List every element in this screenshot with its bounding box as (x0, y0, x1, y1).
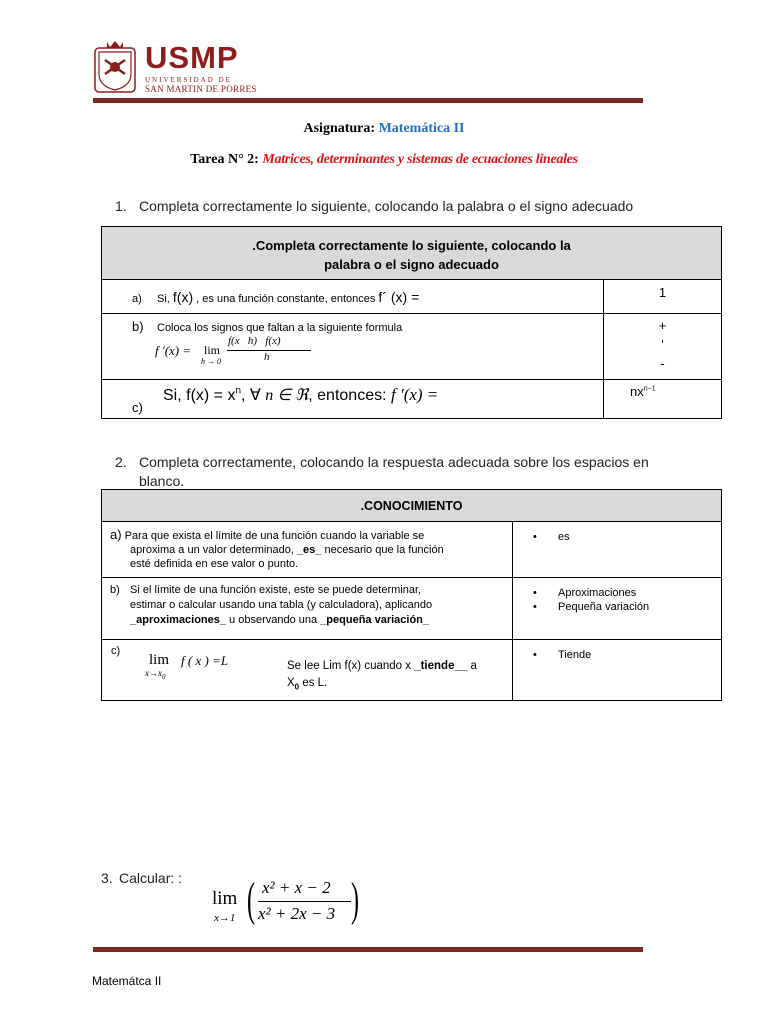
footer-text: Matemátca II (92, 974, 162, 988)
table-2 (101, 489, 722, 701)
row-line-2-end: necesario que la función (321, 544, 444, 556)
subject-line (0, 121, 768, 137)
question-text-line-1: Completa correctamente, colocando la respuesta adecuada sobre los espacios en (139, 454, 649, 470)
lim-subscript-text: x→x (145, 668, 162, 678)
question-text: Calcular: : (119, 870, 183, 886)
fraction-numerator: x² + x − 2 (262, 878, 331, 897)
table-row-b (102, 314, 604, 380)
row-label: b) (110, 584, 120, 596)
formula-lhs: f ′(x) = (155, 343, 192, 358)
university-seal-icon (93, 38, 137, 94)
row-blank-1: _aproximaciones_ (130, 614, 226, 626)
answer-item: • Pequeña variación (533, 600, 721, 614)
answer-item: • Tiende (533, 648, 721, 662)
statement-forall: , ∀ (241, 387, 266, 404)
row-label: c) (111, 645, 121, 657)
table-header (102, 227, 722, 280)
reading-x-sub: 0 (294, 682, 300, 692)
row-line-2: estimar o calcular usando una tabla (y calculadora), aplicando (130, 599, 433, 611)
answer-cell (513, 578, 722, 640)
lim-text: lim (212, 888, 238, 909)
answer-cell (604, 280, 722, 314)
answer-cell (604, 314, 722, 380)
limit-reading (287, 658, 477, 695)
subject-value: Matemática II (378, 121, 465, 136)
row-label: c) (132, 400, 143, 415)
reading-line-2: es L. (299, 677, 328, 689)
table-1 (101, 226, 722, 419)
answer-value: 1 (658, 285, 667, 300)
lim-subscript-index: 0 (162, 672, 166, 681)
question-number: 3. (101, 870, 113, 886)
table-row-c (102, 380, 604, 419)
power-rule-statement (163, 385, 438, 405)
answer-item: • Aproximaciones (533, 586, 721, 600)
logo-subtitle-1: UNIVERSIDAD DE (145, 76, 232, 84)
row-line-2: aproxima a un valor determinado, (130, 544, 297, 556)
fraction-bar (258, 901, 351, 902)
lim-text: lim (149, 652, 170, 668)
answer-cell (604, 380, 722, 419)
answer-cell (513, 522, 722, 578)
table-row-b (102, 578, 513, 640)
question-text: Completa correctamente lo siguiente, colocando la palabra o el signo adecuado (139, 198, 634, 214)
question-number: 2. (115, 454, 127, 470)
lim-subscript (145, 668, 166, 681)
table-header-line-1: .Completa correctamente lo siguiente, colocando la (252, 238, 571, 253)
logo-title: USMP (145, 40, 239, 75)
row-label: a) (110, 527, 122, 542)
table-header-line-2: palabra o el signo adecuado (324, 257, 499, 272)
lim-subscript: x→1 (214, 912, 236, 924)
lim-subscript: h → 0 (201, 357, 221, 366)
answer-minus: - (660, 356, 665, 371)
fraction-denominator: x² + 2x − 3 (258, 904, 336, 923)
left-paren: ( (247, 873, 255, 926)
row-line-3: esté definida en ese valor o punto. (130, 558, 299, 570)
answer-exponent: n−1 (643, 385, 656, 393)
logo-subtitle-2: SAN MARTIN DE PORRES (145, 84, 257, 94)
question-number: 1. (115, 198, 127, 214)
statement-end: , entonces: (308, 387, 387, 404)
row-text-end: = (407, 289, 420, 305)
right-paren: ) (351, 873, 359, 926)
answer-item: • es (533, 530, 721, 544)
table-row-c (102, 640, 513, 701)
task-label: Tarea N° 2: (190, 152, 263, 167)
table-header: .CONOCIMIENTO (102, 490, 722, 522)
header-rule (93, 98, 643, 103)
question-2 (115, 453, 649, 491)
lim-text: lim (204, 343, 221, 357)
footer-rule (93, 947, 643, 952)
question-text-line-2: blanco. (139, 473, 185, 489)
question-1 (115, 198, 633, 214)
reading-x: X (287, 677, 295, 689)
row-blank-2: _pequeña variación_ (320, 614, 430, 626)
answer-tick: ' (661, 337, 664, 352)
reading-text: Se lee Lim f(x) cuando x (287, 660, 415, 672)
row-text-mid: , es una función constante, entonces (193, 293, 379, 305)
fraction-denominator: h (264, 351, 270, 363)
question-3 (101, 870, 182, 886)
task-value: Matrices, determinantes y sistemas de ecuaciones lineales (262, 152, 578, 167)
table-row-a (102, 522, 513, 578)
reading-blank: _tiende__ (414, 660, 468, 672)
row-fprime: f´ (x) (378, 289, 408, 305)
row-line-1: Para que exista el límite de una función cuando la variable se (124, 530, 425, 542)
row-blank: _es_ (296, 544, 322, 556)
statement-exponent: n (235, 385, 242, 397)
table-row-a (102, 280, 604, 314)
row-label: a) (132, 293, 142, 305)
row-text: Coloca los signos que faltan a la siguiente formula (157, 322, 403, 334)
reading-end: a (467, 660, 477, 672)
limit-expression: f ( x ) =L (181, 653, 229, 668)
row-fx: f(x) (172, 289, 194, 305)
row-line-1: Si el límite de una función existe, este se puede determinar, (130, 584, 422, 596)
statement-text: Si, f(x) = x (163, 387, 236, 404)
header (93, 38, 643, 106)
fraction-numerator: f(x h) f(x) (228, 335, 281, 347)
subject-label: Asignatura: (303, 121, 379, 136)
answer-plus: + (658, 318, 667, 333)
limit-exercise (210, 874, 370, 930)
task-line (0, 152, 768, 168)
statement-domain: n ∈ ℜ (265, 387, 309, 404)
derivative-formula (155, 335, 325, 367)
answer-base: nx (630, 384, 644, 399)
answer-cell (513, 640, 722, 701)
limit-formula (145, 652, 265, 682)
row-line-3-mid: u observando una (226, 614, 321, 626)
row-text: Si, (157, 293, 173, 305)
statement-fprime: f ′(x) = (391, 385, 439, 404)
row-label: b) (132, 319, 144, 334)
